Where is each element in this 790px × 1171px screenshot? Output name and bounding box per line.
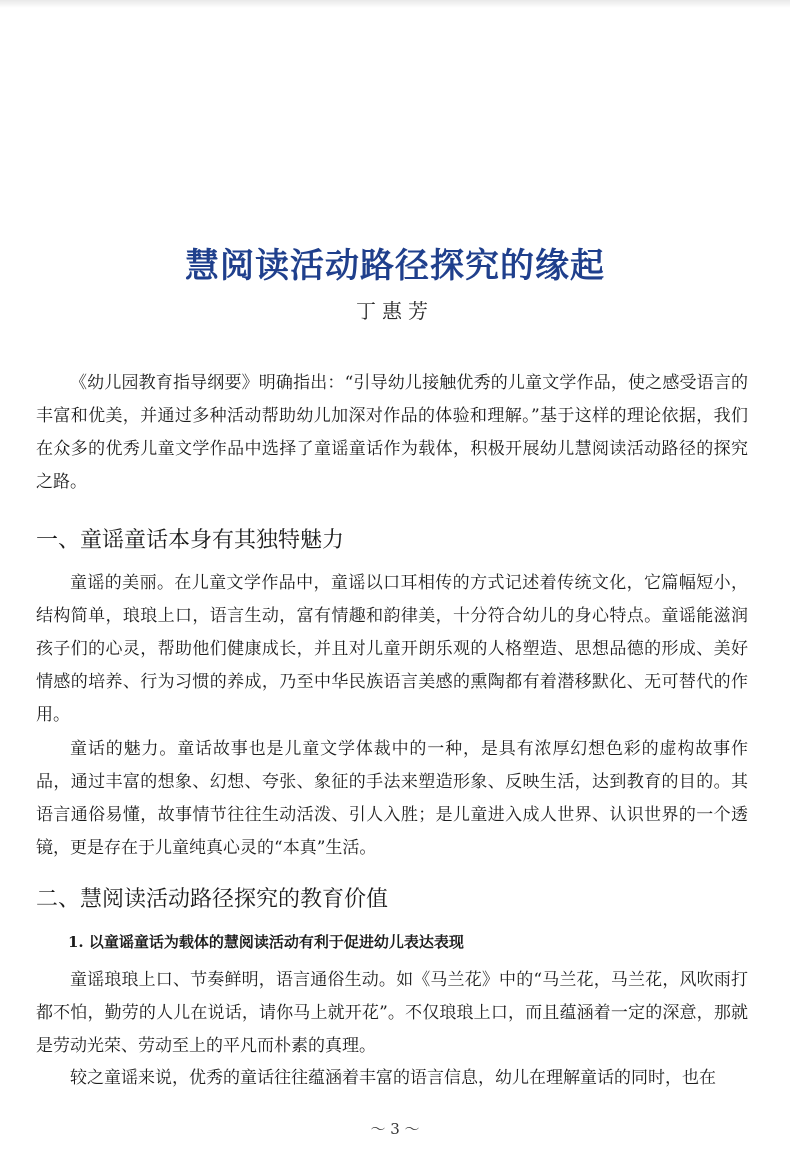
intro-paragraph: 《幼儿园教育指导纲要》明确指出：“引导幼儿接触优秀的儿童文学作品，使之感受语言的丰富和优美，并通过多种活动帮助幼儿加深对作品的体验和理解。”基于这样的理论依据，我们在众多的优秀儿童文学作品中选择了童谣童话作为载体，积极开展幼儿慧阅读活动路径的探究之路。 (36, 373, 748, 492)
section-1-heading: 一、童谣童话本身有其独特魅力 (36, 528, 345, 553)
section-1-paragraph-2: 童话的魅力。童话故事也是儿童文学体裁中的一种，是具有浓厚幻想色彩的虚构故事作品，通过丰富的想象、幻想、夸张、象征的手法来塑造形象、反映生活，达到教育的目的。其语言通俗易懂，故事情节往往生动活泼、引人入胜；是儿童进入成人世界、认识世界的一个透镜，更是存在于儿童纯真心灵的“本真”生活。 (36, 739, 748, 858)
article-author: 丁惠芳 (356, 299, 434, 323)
section-2-heading: 二、慧阅读活动路径探究的教育价值 (36, 887, 389, 912)
article-title: 慧阅读活动路径探究的缘起 (185, 246, 605, 286)
section-2-subheading: 1. 以童谣童话为载体的慧阅读活动有利于促进幼儿表达表现 (68, 933, 464, 951)
section-1-paragraph-1: 童谣的美丽。在儿童文学作品中，童谣以口耳相传的方式记述着传统文化，它篇幅短小，结构简单，琅琅上口，语言生动，富有情趣和韵律美，十分符合幼儿的身心特点。童谣能滋润孩子们的心灵，帮助他们健康成长，并且对儿童开朗乐观的人格塑造、思想品德的形成、美好情感的培养、行为习惯的养成，乃至中华民族语言美感的熏陶都有着潜移默化、无可替代的作用。 (36, 573, 748, 725)
page-number: ～ 3 ～ (370, 1120, 420, 1138)
section-2-paragraph-1: 童谣琅琅上口、节奏鲜明，语言通俗生动。如《马兰花》中的“马兰花，马兰花，风吹雨打都不怕，勤劳的人儿在说话，请你马上就开花”。不仅琅琅上口，而且蕴涵着一定的深意，那就是劳动光荣、劳动至上的平凡而朴素的真理。 (36, 970, 748, 1056)
page-top-edge (0, 0, 790, 8)
section-2-paragraph-2: 较之童谣来说，优秀的童话往往蕴涵着丰富的语言信息，幼儿在理解童话的同时，也在 (70, 1068, 716, 1088)
